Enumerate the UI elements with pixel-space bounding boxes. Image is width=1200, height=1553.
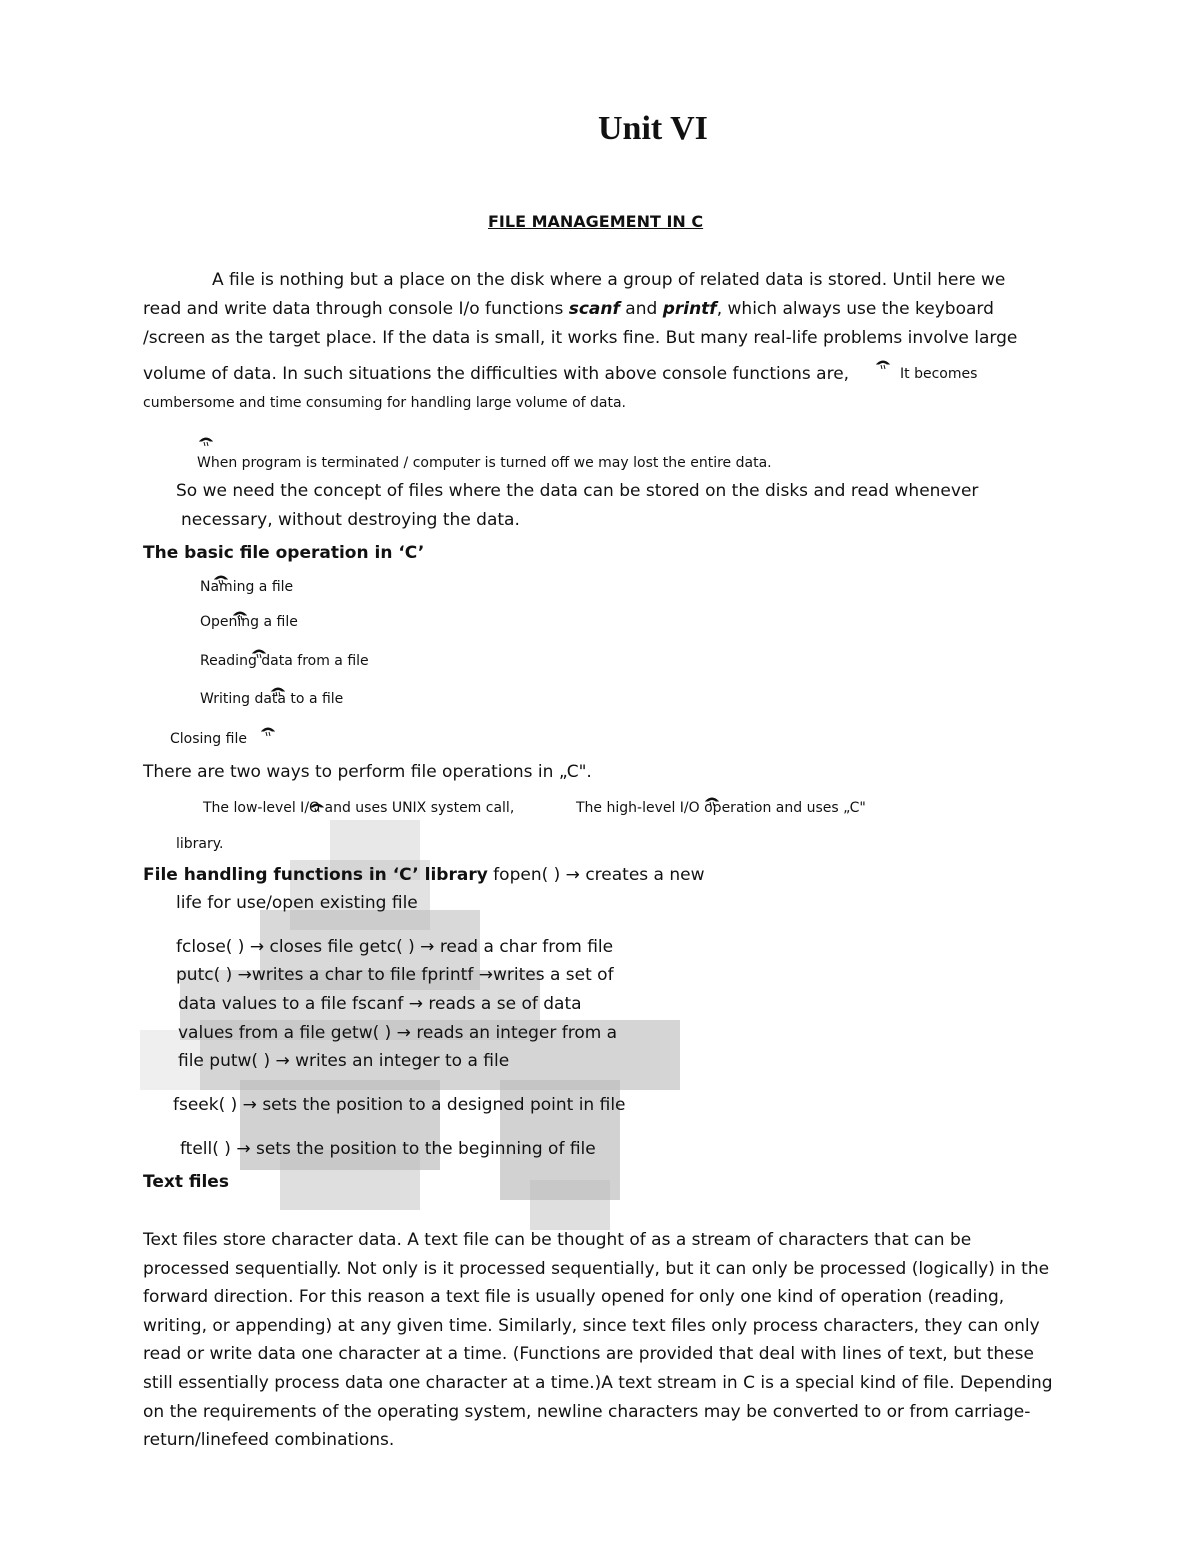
- text-files-paragraph: Text files store character data. A text file can be thought of as a stream of characters that can be processed sequentially. Not only is it processed sequentially, but it can only be processed (logically) in the forward direction. For this reason a text file is usually opened for only one kind of operation (reading, writing, or appending) at any given time. Similarly, since text files only process characters, they can only read or write data one character at a time. (Functions are provided that deal with lines of text, but these still essentially process data one character at a time.)A text stream in C is a special kind of file. Depending on the requirements of the operating system, newline characters may be converted to or from carriage-return/linefeed combinations.: [143, 1230, 1053, 1451]
- function-line: ftell( ) → sets the position to the beginning of file: [180, 1139, 596, 1159]
- two-ways-item-2-cont: library.: [176, 836, 224, 852]
- intro-line-3: /screen as the target place. If the data is small, it works fine. But many real-life problems involve large: [143, 328, 1018, 348]
- list-item: Opening a file: [200, 614, 298, 630]
- printf-keyword: printf: [662, 299, 717, 319]
- intro-text: and: [619, 299, 663, 319]
- function-line: fseek( ) → sets the position to a designed point in file: [173, 1095, 626, 1115]
- list-item: Closing file: [170, 731, 247, 747]
- function-line: file putw( ) → writes an integer to a file: [178, 1051, 510, 1071]
- intro-text: read and write data through console I/o functions: [143, 299, 569, 319]
- functions-heading: File handling functions in ‘C’ library: [143, 865, 488, 885]
- bullet-text-cumbersome: It becomes: [900, 366, 978, 382]
- intro-text: volume of data. In such situations the difficulties with above console functions are,: [143, 364, 850, 384]
- intro-line-2: [143, 295, 994, 324]
- intro-line-5: cumbersome and time consuming for handling large volume of data.: [143, 395, 627, 411]
- function-line: values from a file getw( ) → reads an integer from a: [178, 1023, 618, 1043]
- two-ways-line: There are two ways to perform file operations in „C".: [143, 762, 592, 782]
- intro-line-4: [143, 360, 849, 389]
- bullet-icon: [199, 435, 213, 447]
- list-item: Writing data to a file: [200, 691, 344, 707]
- function-line: life for use/open existing file: [176, 893, 418, 913]
- section-heading: FILE MANAGEMENT IN C: [488, 212, 704, 231]
- function-line: data values to a file fscanf → reads a se of data: [178, 994, 582, 1014]
- function-line: fclose( ) → closes file getc( ) → read a char from file: [176, 937, 614, 957]
- functions-heading-line: [143, 861, 705, 890]
- two-ways-item-1: The low-level I/O and uses UNIX system call,: [203, 800, 515, 816]
- function-line: putc( ) →writes a char to file fprintf →writes a set of: [176, 965, 614, 985]
- bullet-icon: [261, 725, 275, 737]
- intro-text: , which always use the keyboard: [716, 299, 994, 319]
- two-ways-item-2: The high-level I/O operation and uses „C": [576, 800, 866, 816]
- list-item: Naming a file: [200, 579, 294, 595]
- intro-line-1: A file is nothing but a place on the disk where a group of related data is stored. Until here we: [212, 270, 1006, 290]
- page-title: Unit VI: [598, 110, 708, 147]
- scanf-keyword: scanf: [568, 299, 620, 319]
- bullet-text-terminated: When program is terminated / computer is turned off we may lost the entire data.: [197, 455, 772, 471]
- intro-line-6: So we need the concept of files where the data can be stored on the disks and read whenever: [176, 481, 979, 501]
- bullet-icon: [876, 358, 890, 370]
- basic-ops-heading: The basic file operation in ‘C’: [143, 543, 425, 563]
- list-item: Reading data from a file: [200, 653, 369, 669]
- fopen-description: fopen( ) → creates a new: [487, 865, 705, 885]
- intro-line-7: necessary, without destroying the data.: [181, 510, 520, 530]
- text-files-heading: Text files: [143, 1172, 229, 1192]
